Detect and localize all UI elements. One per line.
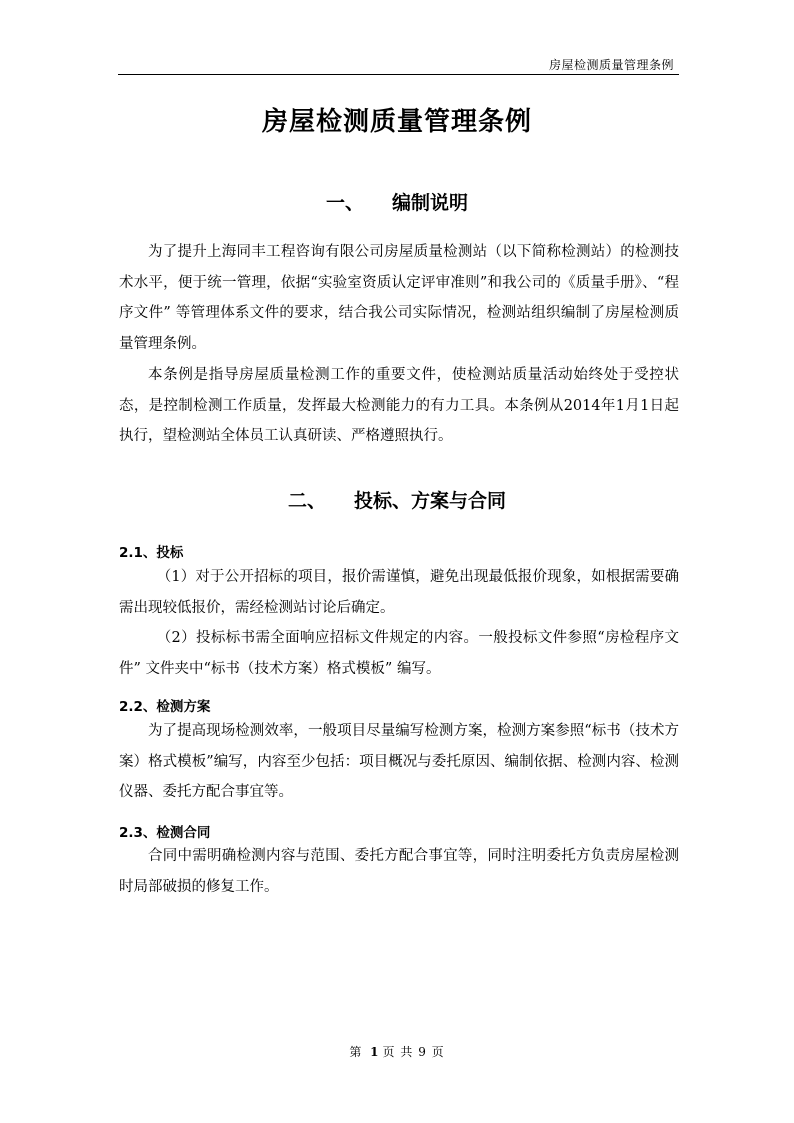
subsection-2-2-text: 为了提高现场检测效率，一般项目尽量编写检测方案，检测方案参照“标书（技术方案）格式模板”编写，内容至少包括：项目概况与委托原因、编制依据、检测内容、检测仪器、委托方配合事宜等。 bbox=[119, 723, 679, 800]
section-1-paragraph-2: 本条例是指导房屋质量检测工作的重要文件，使检测站质量活动始终处于受控状态，是控制检测工作质量，发挥最大检测能力的有力工具。本条例从2014年1月1日起执行，望检测站全体员工认真研读、严格遵照执行。 bbox=[119, 367, 679, 444]
subsection-2-1-item-1: （1）对于公开招标的项目，报价需谨慎，避免出现最低报价现象，如根据需要确需出现较低报价，需经检测站讨论后确定。 bbox=[119, 569, 679, 616]
section-2-number: 二、 bbox=[287, 490, 326, 512]
page-footer bbox=[0, 1043, 794, 1060]
section-2-heading bbox=[0, 486, 794, 513]
subsection-2-3-heading: 2.3、检测合同 bbox=[119, 825, 211, 841]
section-2-title: 投标、方案与合同 bbox=[354, 490, 507, 512]
footer-prefix: 第 bbox=[349, 1045, 363, 1059]
footer-middle: 页 共 bbox=[382, 1045, 414, 1059]
section-1-heading bbox=[0, 188, 794, 215]
footer-suffix: 页 bbox=[431, 1045, 445, 1059]
section-1-number: 一、 bbox=[325, 192, 364, 214]
subsection-2-2-heading: 2.2、检测方案 bbox=[119, 699, 211, 715]
running-header: 房屋检测质量管理条例 bbox=[548, 58, 674, 72]
subsection-2-1-heading: 2.1、投标 bbox=[119, 545, 184, 561]
section-1-title: 编制说明 bbox=[392, 192, 469, 214]
subsection-2-3-text: 合同中需明确检测内容与范围、委托方配合事宜等，同时注明委托方负责房屋检测时局部破损的修复工作。 bbox=[119, 848, 679, 895]
section-1-paragraph-1: 为了提升上海同丰工程咨询有限公司房屋质量检测站（以下简称检测站）的检测技术水平，便于统一管理，依据“实验室资质认定评审准则”和我公司的《质量手册》、“程序文件” 等管理体系文件的要求，结合我公司实际情况，检测站组织编制了房屋检测质量管理条例。 bbox=[119, 244, 679, 352]
document-title: 房屋检测质量管理条例 bbox=[261, 107, 532, 137]
header-rule bbox=[118, 74, 679, 75]
footer-page-number: 1 bbox=[370, 1045, 380, 1059]
footer-total-pages: 9 bbox=[418, 1045, 427, 1059]
subsection-2-1-item-2: （2）投标标书需全面响应招标文件规定的内容。一般投标文件参照“房检程序文件” 文件夹中“标书（技术方案）格式模板” 编写。 bbox=[119, 630, 679, 677]
